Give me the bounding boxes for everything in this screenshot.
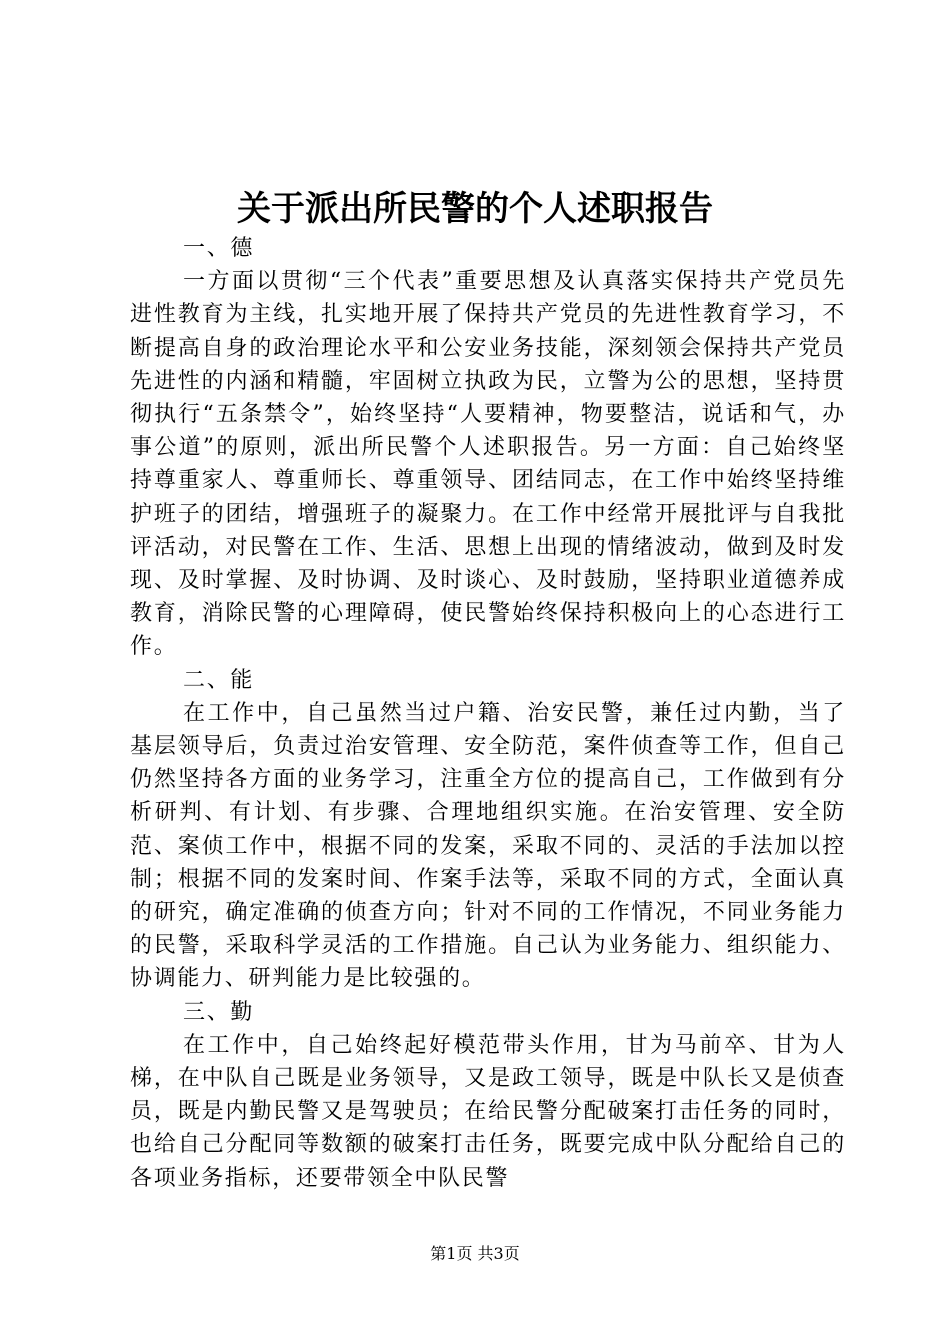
section-heading-qin: 三、勤 xyxy=(183,999,255,1025)
section-heading-neng: 二、能 xyxy=(183,667,255,693)
section-heading-de: 一、德 xyxy=(183,236,255,261)
document-body xyxy=(130,232,846,1195)
section-paragraph-neng: 在工作中，自己虽然当过户籍、治安民警，兼任过内勤，当了基层领导后，负责过治安管理、安全防范，案件侦查等工作，但自己仍然坚持各方面的业务学习，注重全方位的提高自己，工作做到有分析研判、有计划、有步骤、合理地组织实施。在治安管理、安全防范、案侦工作中，根据不同的发案，采取不同的、灵活的手法加以控制；根据不同的发案时间、作案手法等，采取不同的方式，全面认真的研究，确定准确的侦查方向；针对不同的工作情况，不同业务能力的民警，采取科学灵活的工作措施。自己认为业务能力、组织能力、协调能力、研判能力是比较强的。 xyxy=(130,700,846,992)
page-number-label: 第1页 共3页 xyxy=(430,1244,520,1263)
document-title: 关于派出所民警的个人述职报告 xyxy=(237,189,713,229)
section-paragraph-qin: 在工作中，自己始终起好模范带头作用，甘为马前卒、甘为人梯，在中队自己既是业务领导，又是政工领导，既是中队长又是侦查员，既是内勤民警又是驾驶员；在给民警分配破案打击任务的同时，也给自己分配同等数额的破案打击任务，既要完成中队分配给自己的各项业务指标，还要带领全中队民警 xyxy=(130,1032,846,1191)
section-paragraph-de: 一方面以贯彻“三个代表”重要思想及认真落实保持共产党员先进性教育为主线，扎实地开展了保持共产党员的先进性教育学习，不断提高自身的政治理论水平和公安业务技能，深刻领会保持共产党员先进性的内涵和精髓，牢固树立执政为民，立警为公的思想，坚持贯彻执行“五条禁令”，始终坚持“人要精神，物要整洁，说话和气，办事公道”的原则，派出所民警个人述职报告。另一方面：自己始终坚持尊重家人、尊重师长、尊重领导、团结同志，在工作中始终坚持维护班子的团结，增强班子的凝聚力。在工作中经常开展批评与自我批评活动，对民警在工作、生活、思想上出现的情绪波动，做到及时发现、及时掌握、及时协调、及时谈心、及时鼓励，坚持职业道德养成教育，消除民警的心理障碍，使民警始终保持积极向上的心态进行工作。 xyxy=(130,269,846,660)
page-footer xyxy=(0,1242,950,1266)
